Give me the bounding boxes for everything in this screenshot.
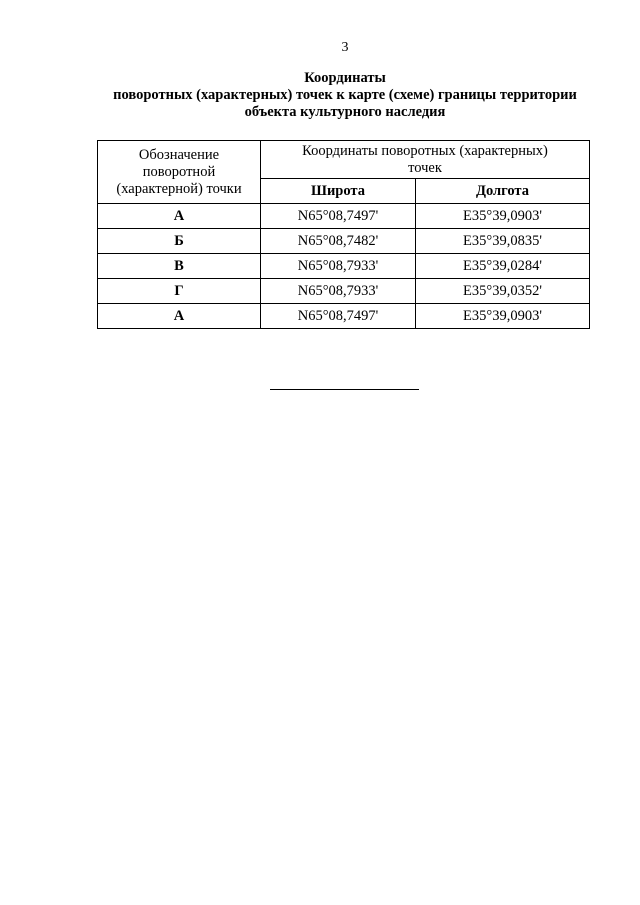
header-longitude: Долгота — [416, 179, 590, 204]
table-row — [98, 204, 590, 229]
title-line-1: Координаты — [304, 70, 386, 86]
header-point-designation: Обозначение поворотной (характерной) точки — [98, 141, 261, 204]
header-coordinates: Координаты поворотных (характерных) точек — [261, 141, 590, 179]
longitude-cell: E35°39,0903' — [416, 304, 590, 329]
title-line-3: объекта культурного наследия — [244, 104, 446, 120]
latitude-cell: N65°08,7497' — [261, 204, 416, 229]
point-cell: Г — [98, 279, 261, 304]
latitude-cell: N65°08,7497' — [261, 304, 416, 329]
coordinates-table — [97, 140, 590, 329]
latitude-cell: N65°08,7482' — [261, 229, 416, 254]
title-line-2: поворотных (характерных) точек к карте (схеме) границы территории — [113, 87, 577, 103]
table-row — [98, 279, 590, 304]
table-row — [98, 229, 590, 254]
table-row — [98, 254, 590, 279]
latitude-cell: N65°08,7933' — [261, 254, 416, 279]
document-title — [80, 70, 610, 121]
point-cell: В — [98, 254, 261, 279]
longitude-cell: E35°39,0903' — [416, 204, 590, 229]
table-row — [98, 304, 590, 329]
point-cell: А — [98, 304, 261, 329]
longitude-cell: E35°39,0352' — [416, 279, 590, 304]
divider-line — [270, 389, 419, 390]
page-number: 3 — [341, 40, 349, 55]
latitude-cell: N65°08,7933' — [261, 279, 416, 304]
longitude-cell: E35°39,0284' — [416, 254, 590, 279]
point-cell: Б — [98, 229, 261, 254]
header-latitude: Широта — [261, 179, 416, 204]
point-cell: А — [98, 204, 261, 229]
longitude-cell: E35°39,0835' — [416, 229, 590, 254]
